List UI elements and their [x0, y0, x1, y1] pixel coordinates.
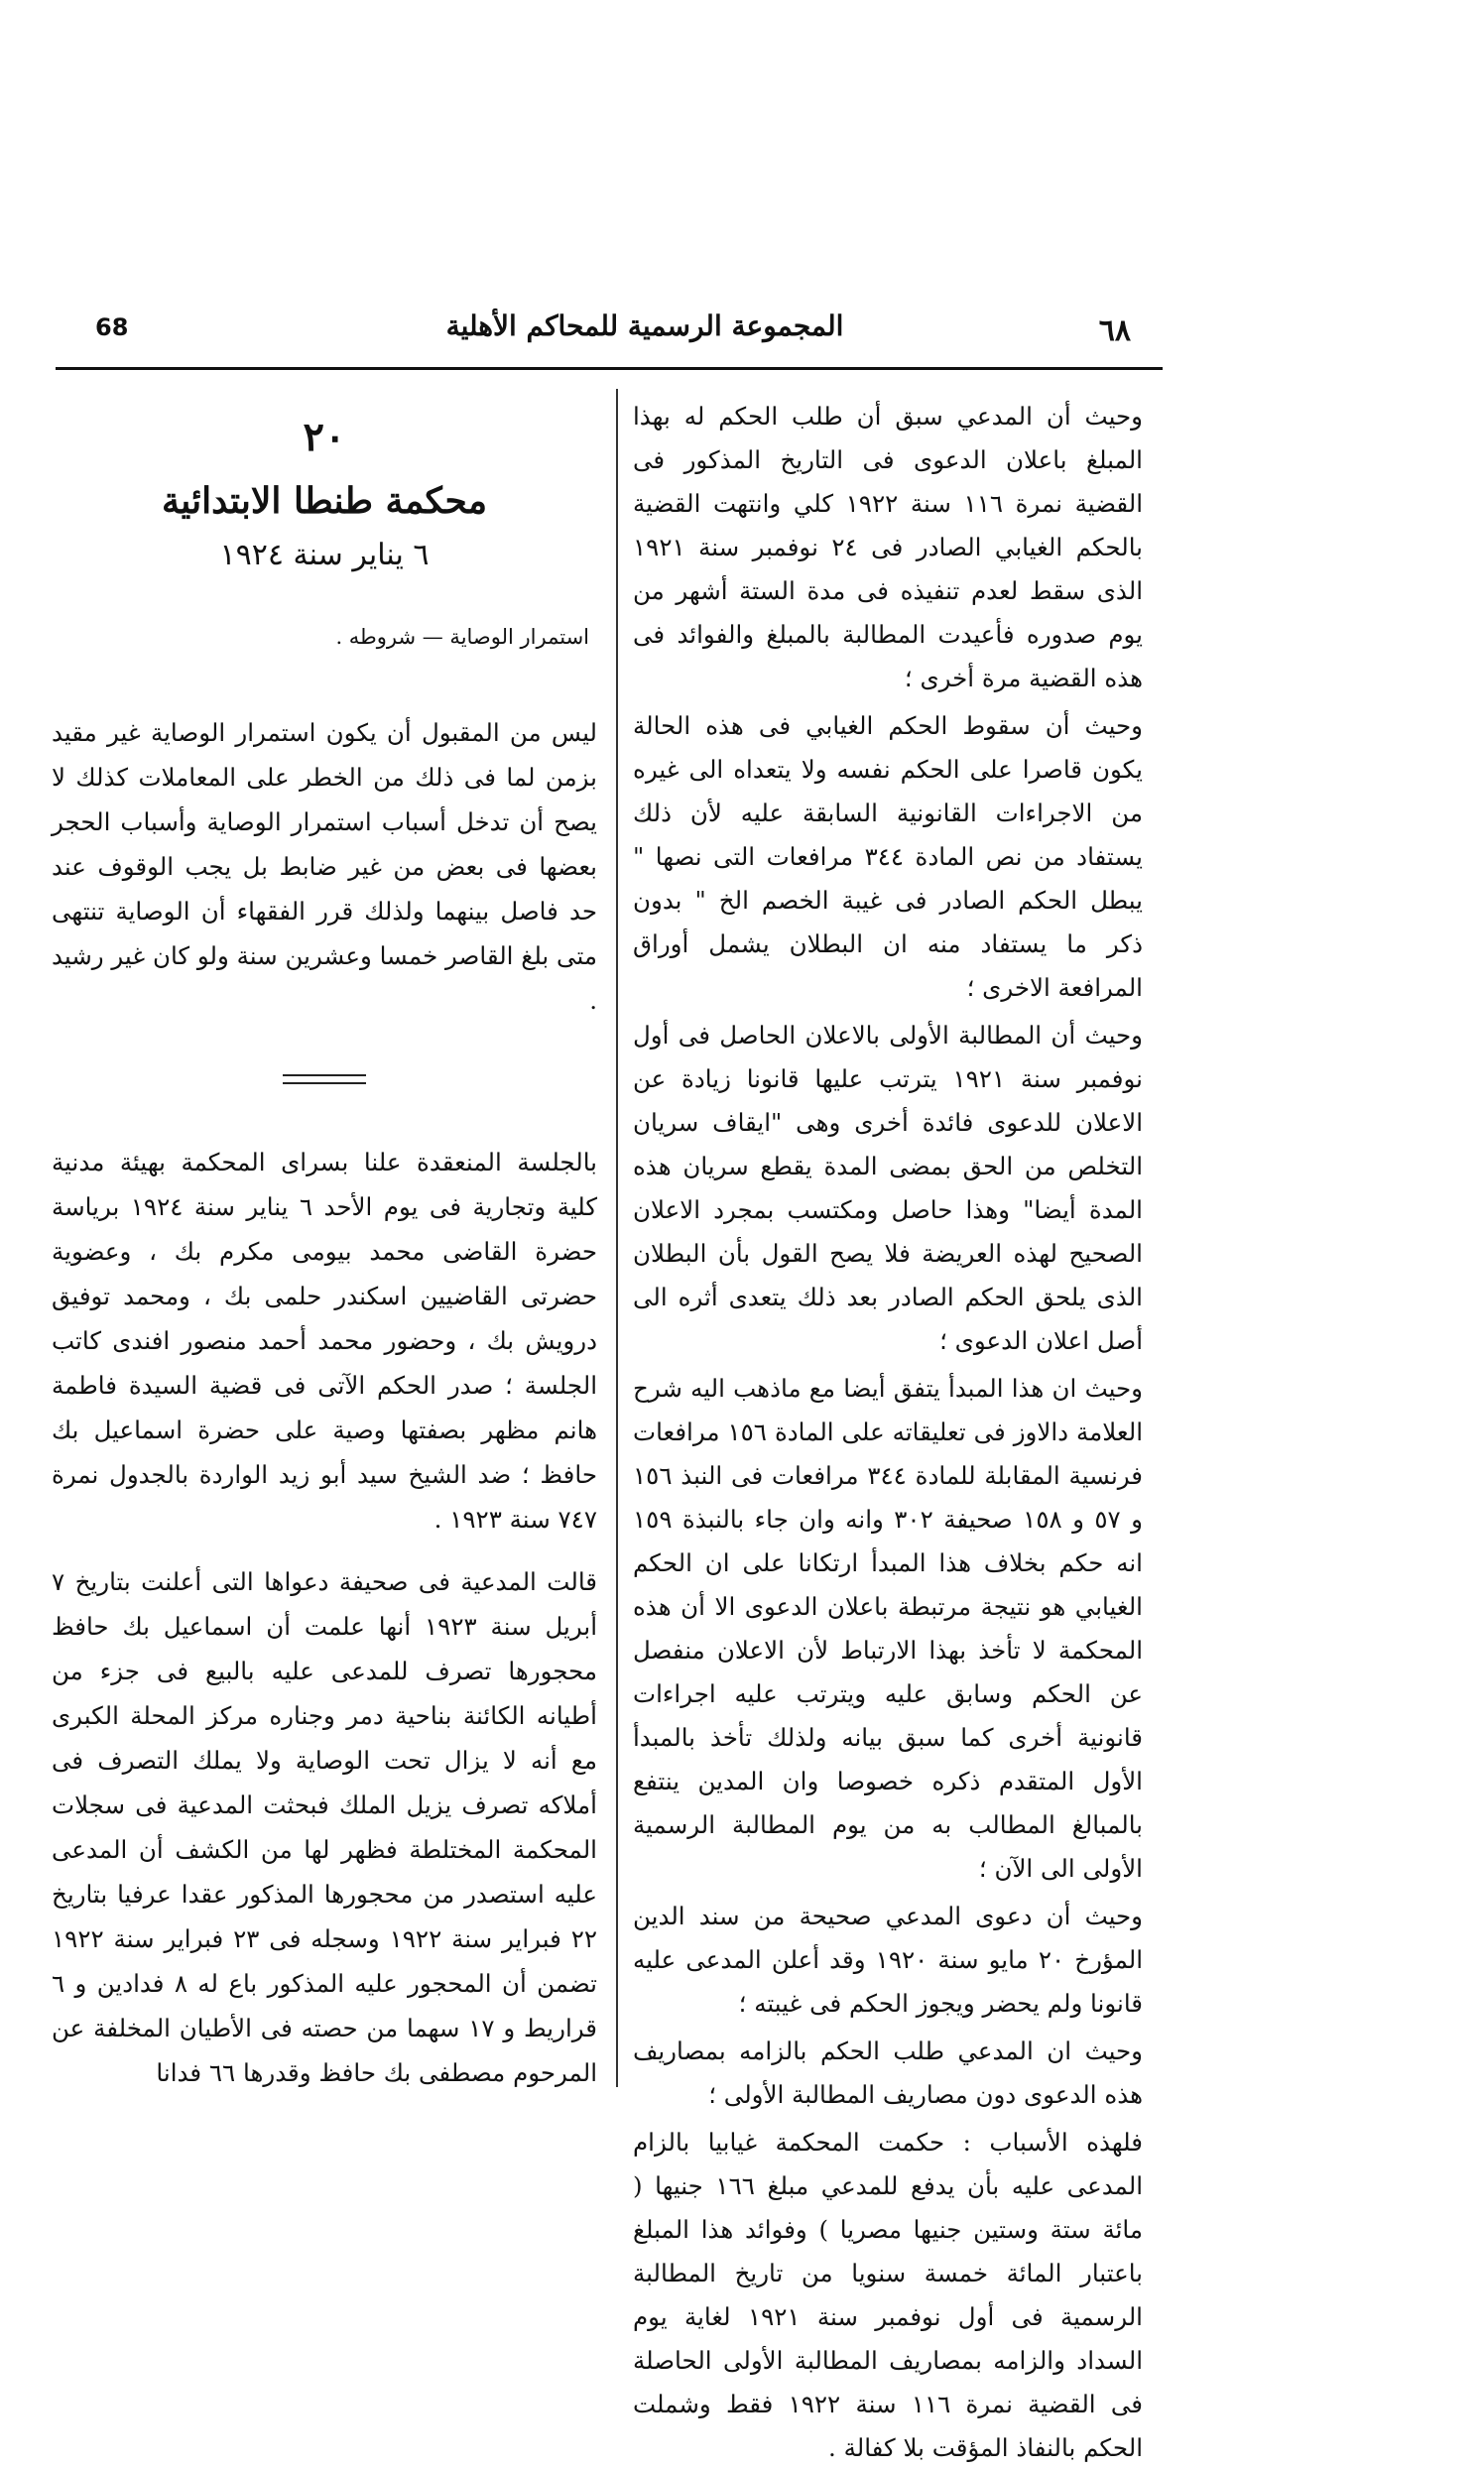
claim-paragraph: قالت المدعية فى صحيفة دعواها التى أعلنت بتاريخ ٧ أبريل سنة ١٩٢٣ أنها علمت أن اسماعيل بك حافظ محجورها تصرف للمدعى عليه بالبيع فى جزء من أطيانه الكائنة بناحية دمر وجناره مركز المحلة الكبرى مع أنه لا يزال تحت الوصاية ولا يملك التصرف فى أملاكه تصرف يزيل الملك فبحثت المدعية فى سجلات المحكمة المختلطة فظهر لها من الكشف أن المدعى عليه استصدر من محجورها المذكور عقدا عرفيا بتاريخ ٢٢ فبراير سنة ١٩٢٢ وسجله فى ٢٣ فبراير سنة ١٩٢٢ تضمن أن المحجور عليه المذكور باع له ٨ فدادين و ٦ قراريط و ١٧ سهما من حصته فى الأطيان المخلفة عن المرحوم مصطفى بك حافظ وقدرها ٦٦ فدانا — [52, 1567, 598, 2087]
left-column — [52, 395, 597, 2095]
column-divider — [616, 389, 618, 2087]
journal-title: المجموعة الرسمية للمحاكم الأهلية — [445, 309, 844, 342]
paragraph: وحيث ان المدعي طلب الحكم بالزامه بمصاريف هذه الدعوى دون مصاريف المطالبة الأولى ؛ — [633, 2037, 1143, 2109]
paragraph: وحيث أن المطالبة الأولى بالاعلان الحاصل فى أول نوفمبر سنة ١٩٢١ يترتب عليها قانونا زيادة عن الاعلان للدعوى فائدة أخرى وهى "ايقاف سريان التخلص من الحق بمضى المدة يقطع سريان هذه المدة أيضا" وهذا حاصل ومكتسب بمجرد الاعلان الصحيح لهذه العريضة فلا يصح القول بأن البطلان الذى يلحق الحكم الصادر بعد ذلك يتعدى أثره الى أصل اعلان الدعوى ؛ — [633, 1021, 1143, 1355]
court-name: محكمة طنطا الابتدائية — [161, 480, 488, 522]
paragraph: وحيث ان هذا المبدأ يتفق أيضا مع ماذهب اليه شرح العلامة دالاوز فى تعليقاته على المادة ١٥٦ مرافعات فرنسية المقابلة للمادة ٣٤٤ مرافعات فى النبذ ١٥٦ و ٥٧ و ١٥٨ صحيفة ٣٠٢ وانه وان جاء بالنبذة ١٥٩ انه حكم بخلاف هذا المبدأ ارتكانا على ان الحكم الغيابي هو نتيجة مرتبطة باعلان الدعوى الا أن هذه المحكمة لا تأخذ بهذا الارتباط لأن الاعلان منفصل عن الحكم وسابق عليه ويترتب عليه اجراءات قانونية أخرى كما سبق بيانه ولذلك تأخذ بالمبدأ الأول المتقدم ذكره خصوصا وان المدين ينتفع بالمبالغ المطالب به من يوم المطالبة الرسمية الأولى الى الآن ؛ — [633, 1374, 1143, 1883]
paragraph: وحيث أن سقوط الحكم الغيابي فى هذه الحالة يكون قاصرا على الحكم نفسه ولا يتعداه الى غيره من الاجراءات القانونية السابقة عليه لأن ذلك يستفاد من نص المادة ٣٤٤ مرافعات التى نصها " يبطل الحكم الصادر فى غيبة الخصم الخ " بدون ذكر ما يستفاد منه ان البطلان يشمل أوراق المرافعة الاخرى ؛ — [633, 711, 1143, 1002]
page-number-arabic: ٦٨ — [1098, 313, 1131, 348]
header-rule — [56, 367, 1163, 370]
paragraph: وحيث أن دعوى المدعي صحيحة من سند الدين المؤرخ ٢٠ مايو سنة ١٩٢٠ وقد أعلن المدعى عليه قانونا ولم يحضر ويجوز الحكم فى غيبته ؛ — [633, 1902, 1144, 2018]
judgment-date: ٦ يناير سنة ١٩٢٤ — [219, 538, 430, 572]
session-paragraph: بالجلسة المنعقدة علنا بسراى المحكمة بهيئة مدنية كلية وتجارية فى يوم الأحد ٦ يناير سنة ١٩٢٤ برياسة حضرة القاضى محمد بيومى مكرم بك ، وعضوية حضرتى القاضيين اسكندر حلمى بك ، ومحمد توفيق درويش بك ، وحضور محمد أحمد منصور افندى كاتب الجلسة ؛ صدر الحكم الآتى فى قضية السيدة فاطمة هانم مظهر بصفتها وصية على حضرة اسماعيل بك حافظ ؛ ضد الشيخ سيد أبو زيد الواردة بالجدول نمرة ٧٤٧ سنة ١٩٢٣ . — [52, 1148, 597, 1534]
paragraph: وحيث أن المدعي سبق أن طلب الحكم له بهذا المبلغ باعلان الدعوى فى التاريخ المذكور فى القضية نمرة ١١٦ سنة ١٩٢٢ كلي وانتهت القضية بالحكم الغيابي الصادر فى ٢٤ نوفمبر سنة ١٩٢١ الذى سقط لعدم تنفيذه فى مدة الستة أشهر من يوم صدوره فأعيدت المطالبة بالمبلغ والفوائد فى هذه القضية مرة أخرى ؛ — [633, 402, 1144, 692]
legal-principle: ليس من المقبول أن يكون استمرار الوصاية غير مقيد بزمن لما فى ذلك من الخطر على المعاملات كذلك لا يصح أن تدخل أسباب استمرار الوصاية وأسباب الحجر بعضها فى بعض من غير ضابط بل يجب الوقوف عند حد فاصل بينهما ولذلك قرر الفقهاء أن الوصاية تنتهى متى بلغ القاصر خمسا وعشرين سنة ولو كان غير رشيد . — [52, 718, 597, 1015]
case-topic: استمرار الوصاية — شروطه . — [335, 625, 589, 649]
verdict-paragraph: فلهذه الأسباب : حكمت المحكمة غيابيا بالزام المدعى عليه بأن يدفع للمدعي مبلغ ١٦٦ جنيها ( مائة ستة وستين جنيها مصريا ) وفوائد هذا المبلغ باعتبار المائة خمسة سنويا من تاريخ المطالبة الرسمية فى أول نوفمبر سنة ١٩٢١ لغاية يوم السداد والزامه بمصاريف المطالبة الأولى الحاصلة فى القضية نمرة ١١٦ سنة ١٩٢٢ فقط وشملت الحكم بالنفاذ المؤقت بلا كفالة . — [633, 2128, 1143, 2462]
case-number: ٢٠ — [303, 414, 346, 460]
section-separator — [283, 1074, 366, 1084]
right-column — [633, 395, 1143, 2470]
page-number-latin: 68 — [95, 313, 129, 341]
